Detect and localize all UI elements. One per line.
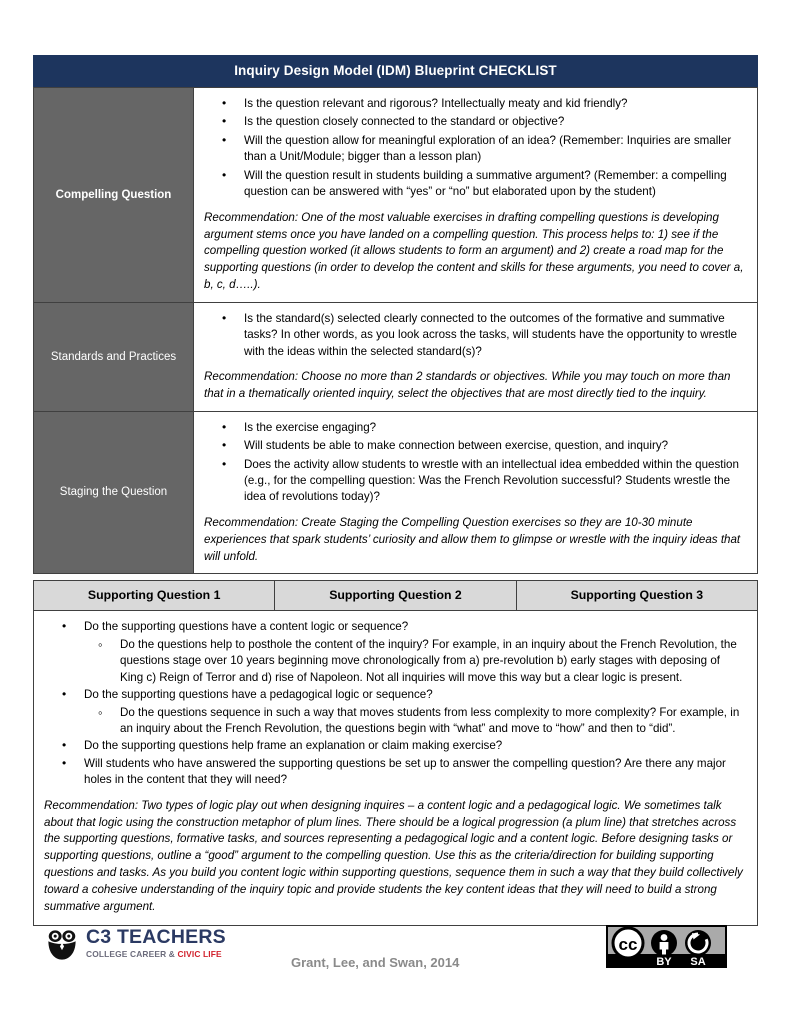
checklist-bullets (204, 311, 745, 360)
list-item: • Is the exercise engaging? (204, 420, 745, 436)
logo-wordmark (86, 928, 226, 960)
row-content-standards-and-practices (194, 302, 758, 411)
logo-tagline-dark: COLLEGE CAREER & (86, 948, 175, 959)
creative-commons-license-badge (606, 925, 727, 968)
supporting-question-3-header: Supporting Question 3 (516, 581, 757, 611)
license-by-label: BY (656, 956, 672, 968)
document-body (33, 55, 758, 926)
cc-icon (613, 928, 643, 958)
page-title: Inquiry Design Model (IDM) Blueprint CHECKLIST (33, 55, 758, 87)
checklist-bullets (204, 420, 745, 506)
supporting-questions-header-table (33, 580, 758, 611)
logo-tagline-red: CIVIC LIFE (177, 948, 222, 959)
list-item: • Is the question closely connected to the standard or objective? (204, 114, 745, 130)
recommendation-text: Recommendation: Choose no more than 2 standards or objectives. While you may touch on more than that in a thematically oriented inquiry, select the objectives that are most directly tied to the inquiry. (204, 370, 731, 400)
list-item: • Will students be able to make connection between exercise, question, and inquiry? (204, 438, 745, 454)
by-person-icon (651, 930, 677, 956)
list-item: ◦ Do the questions sequence in such a way that moves students from less complexity to more complexity? For example, in an inquiry about the French Revolution, the questions begin with “what” and move to “how” and then to “did”. (44, 705, 745, 738)
list-item: • Does the activity allow students to wrestle with an intellectual idea embedded within the question (e.g., for the compelling question: Was the French Revolution successful? Students wrestle the idea of revolutions today)? (204, 457, 745, 506)
row-label-staging-the-question: Staging the Question (34, 411, 194, 574)
sa-share-alike-icon (685, 930, 711, 956)
checklist-table (33, 87, 758, 574)
recommendation-text: Recommendation: Create Staging the Compelling Question exercises so they are 10-30 minute experiences that spark students’ curiosity and allow them to glimpse or wrestle with the inquiry ideas that will unfold. (204, 515, 741, 563)
row-label-compelling-question: Compelling Question (34, 88, 194, 303)
recommendation-text: Recommendation: Two types of logic play out when designing inquires – a content logic and a pedagogical logic. We sometimes talk about that logic using the construction metaphor of plum lines. There should be a logical progression (a plum line) that stretches across the supporting questions, formative tasks, and sources representing a pedagogical logic and a content logic. Before designing tasks or supporting questions, outline a “good” argument to the compelling question. Use this as the criteria/direction for building supporting questions and tasks. As you build you content logic within supporting questions, sequence them in such a way that they build collectively toward a cohesive understanding of the inquiry topic and provide students the key content ideas that they will need to build a strong summative argument. (44, 798, 743, 913)
list-item: • Do the supporting questions help frame an explanation or claim making exercise? (44, 738, 745, 754)
table-row (34, 581, 758, 611)
table-row (34, 302, 758, 411)
license-sa-label: SA (690, 956, 706, 968)
list-item: • Will the question result in students building a summative argument? (Remember: a compelling question can be answered with “yes” or “no” but elaborated upon by the student) (204, 168, 745, 201)
list-item: • Will students who have answered the supporting questions be set up to answer the compelling question? Are there any major holes in the content that they will need? (44, 756, 745, 789)
row-label-standards-and-practices: Standards and Practices (34, 302, 194, 411)
list-item: ◦ Do the questions help to posthole the content of the inquiry? For example, in an inquiry about the French Revolution, the questions stage over 10 years beginning move chronologically from a) pre-revolution b) early stages with deposing of King c) Reign of Terror and d) rise of Napoleon. Not all inquiries will move this way but a clear logic is present. (44, 637, 745, 686)
list-item: • Is the standard(s) selected clearly connected to the outcomes of the formative and summative tasks? In other words, as you look across the tasks, will students have the opportunity to wrestle with the ideas within the selected standard(s)? (204, 311, 745, 360)
supporting-questions-body (33, 611, 758, 926)
table-row (34, 411, 758, 574)
logo-tagline (86, 950, 226, 958)
list-item: • Is the question relevant and rigorous? Intellectually meaty and kid friendly? (204, 96, 745, 112)
checklist-bullets (44, 619, 745, 789)
list-item: • Do the supporting questions have a content logic or sequence? (44, 619, 745, 635)
list-item: • Will the question allow for meaningful exploration of an idea? (Remember: Inquiries are smaller than a Unit/Module; bigger than a lesson plan) (204, 133, 745, 166)
svg-text:cc: cc (618, 935, 638, 954)
supporting-questions-section (33, 580, 758, 926)
supporting-question-2-header: Supporting Question 2 (275, 581, 516, 611)
attribution-text: Grant, Lee, and Swan, 2014 (291, 955, 460, 970)
table-row (34, 88, 758, 303)
list-item: • Do the supporting questions have a pedagogical logic or sequence? (44, 687, 745, 703)
recommendation-text: Recommendation: One of the most valuable exercises in drafting compelling questions is developing argument stems once you have landed on a compelling question. This process helps to: 1) see if the compelling question worked (it allows students to form an argument) and 2) create a road map for the supporting questions (in order to develop the content and skills for these arguments, you need to cover a, b, c, d…..). (204, 210, 744, 291)
supporting-question-1-header: Supporting Question 1 (34, 581, 275, 611)
row-content-compelling-question (194, 88, 758, 303)
c3-teachers-logo (45, 927, 226, 961)
logo-main-text: C3 TEACHERS (86, 926, 226, 949)
row-content-staging-the-question (194, 411, 758, 574)
checklist-bullets (204, 96, 745, 201)
owl-icon (45, 927, 79, 961)
